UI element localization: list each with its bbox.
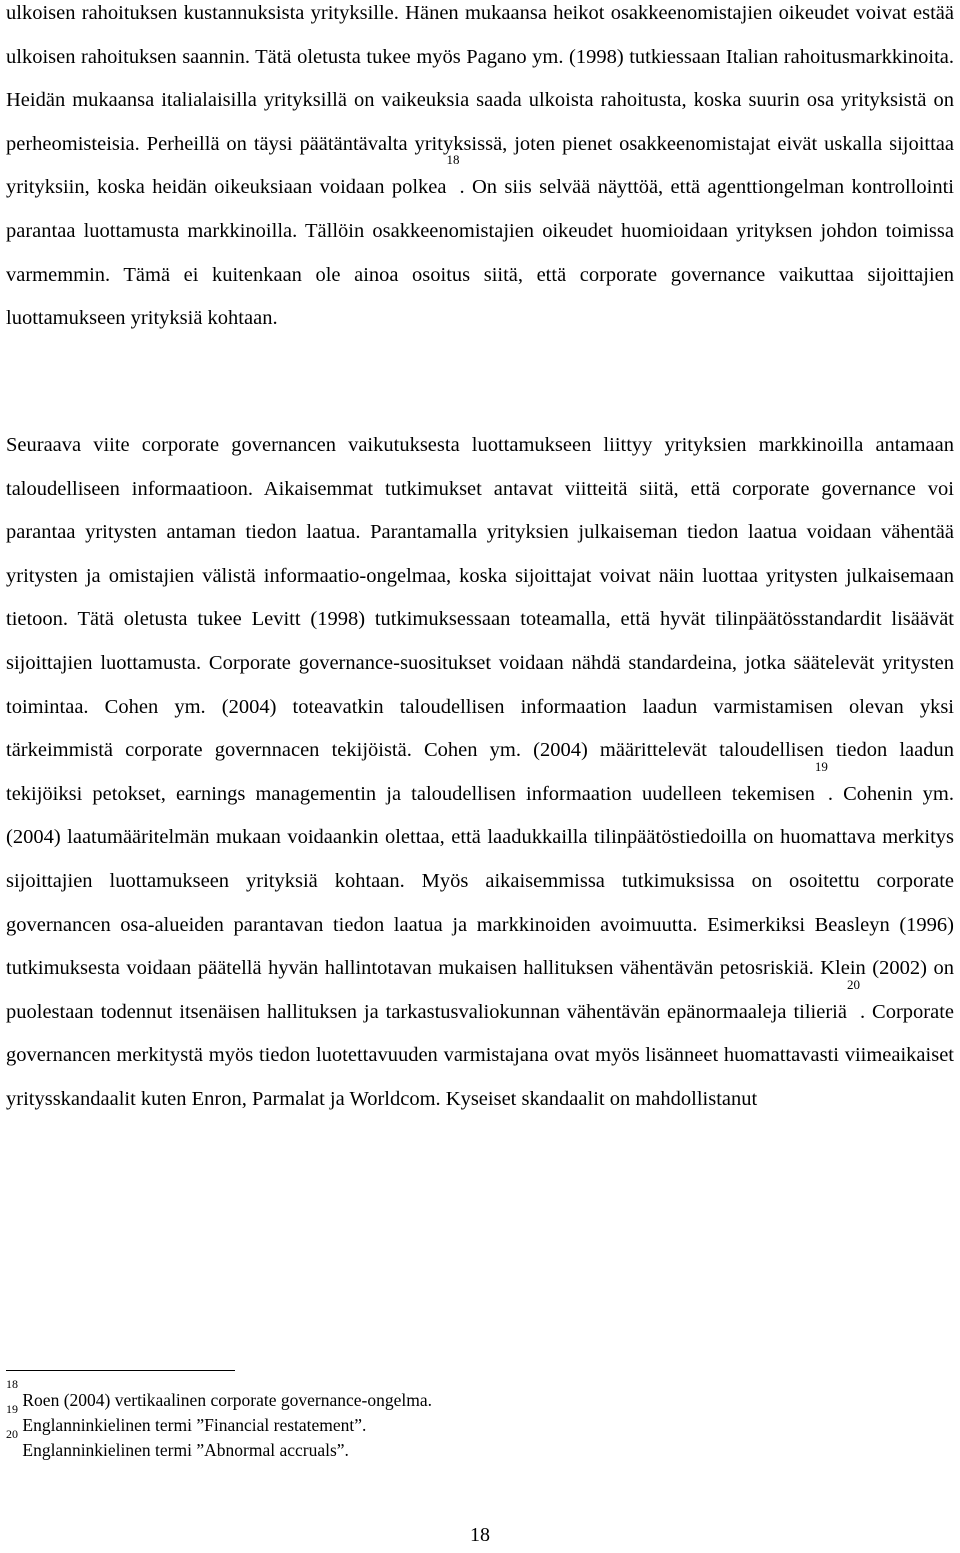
footnote-separator <box>6 1370 235 1371</box>
paragraph-text: . Cohenin ym. (2004) laatumääritelmän mukaan voidaankin olettaa, että laadukkailla tilinpäätöstiedoilla on huomattava merkitys sijoittajien luottamukseen yrityksiä kohtaan. Myös aikaisemmissa tutkimuksissa on osoitettu corporate governancen osa-alueiden parantavan tiedon laatua ja markkinoiden avoimuutta. Esimerkiksi Beasleyn (1996) tutkimuksesta voidaan päätellä hyvän hallintotavan mukaisen hallituksen vähentävän petosriskiä. Klein (2002) on puolestaan todennut itsenäisen hallituksen ja tarkastusvaliokunnan vähentävän epänormaaleja tilieriä <box>6 782 954 1023</box>
footnote-number: 20 <box>6 1427 18 1441</box>
body-paragraph-2 <box>6 424 954 1122</box>
paragraph-text: ulkoisen rahoituksen kustannuksista yrityksille. Hänen mukaansa heikot osakkeenomistajien oikeudet voivat estää ulkoisen rahoituksen saannin. Tätä oletusta tukee myös Pagano ym. (1998) tutkiessaan Italian rahoitusmarkkinoita. Heidän mukaansa italialaisilla yrityksillä on vaikeuksia saada ulkoista rahoitusta, koska suurin osa yrityksistä on perheomisteisia. Perheillä on täysi päätäntävalta yrityksissä, joten pienet osakkeenomistajat eivät uskalla sijoittaa yrityksiin, koska heidän oikeuksiaan voidaan polkea <box>6 2 954 199</box>
footnote-number: 18 <box>6 1377 18 1391</box>
footnote-20 <box>6 1427 954 1463</box>
page-number: 18 <box>470 1524 490 1546</box>
footnote-19 <box>6 1402 954 1438</box>
footnote-number: 19 <box>6 1402 18 1416</box>
paragraph-text: Seuraava viite corporate governancen vaikutuksesta luottamukseen liittyy yrityksien markkinoilla antamaan taloudelliseen informaatioon. Aikaisemmat tutkimukset antavat viitteitä siitä, että corporate governance voi parantaa yritysten antaman tiedon laatua. Parantamalla yrityksien julkaiseman tiedon laatua voidaan vähentää yritysten ja omistajien välistä informaatio-ongelmaa, koska sijoittajat voivat näin luottaa yritysten julkaisemaan tietoon. Tätä oletusta tukee Levitt (1998) tutkimuksessaan toteamalla, että hyvät tilinpäätösstandardit lisäävät sijoittajien luottamusta. Corporate governance-suositukset voidaan nähdä standardeina, jotka säätelevät yritysten toimintaa. Cohen ym. (2004) toteavatkin taloudellisen informaation laadun varmistamisen olevan yksi tärkeimmistä corporate governnacen tekijöistä. Cohen ym. (2004) määrittelevät taloudellisen tiedon laadun tekijöiksi petokset, earnings managementin ja taloudellisen informaation uudelleen tekemisen <box>6 434 954 805</box>
body-paragraph-1 <box>6 0 954 341</box>
footnotes <box>6 1377 954 1463</box>
paragraph-text: . On siis selvää näyttöä, että agenttiongelman kontrollointi parantaa luottamusta markkinoilla. Tällöin osakkeenomistajien oikeudet huomioidaan yrityksen johdon toimissa varmemmin. Tämä ei kuitenkaan ole ainoa osoitus siitä, että corporate governance vaikuttaa sijoittajien luottamukseen yrityksiä kohtaan. <box>6 176 954 330</box>
footnote-18 <box>6 1377 954 1413</box>
footnote-ref-18[interactable]: 18 <box>446 152 460 168</box>
footnote-text: Englanninkielinen termi ”Financial restatement”. <box>22 1415 367 1435</box>
footnote-text: Roen (2004) vertikaalinen corporate governance-ongelma. <box>22 1390 432 1410</box>
paragraph-text: . Corporate governancen merkitystä myös tiedon luotettavuuden varmistajana ovat myös lisänneet huomattavasti viimeaikaiset yritysskandaalit kuten Enron, Parmalat ja Worldcom. Kyseiset skandaalit on mahdollistanut <box>6 1000 954 1110</box>
footnote-ref-20[interactable]: 20 <box>846 976 860 992</box>
footnote-ref-19[interactable]: 19 <box>814 758 828 774</box>
footnote-text: Englanninkielinen termi ”Abnormal accruals”. <box>22 1440 349 1460</box>
